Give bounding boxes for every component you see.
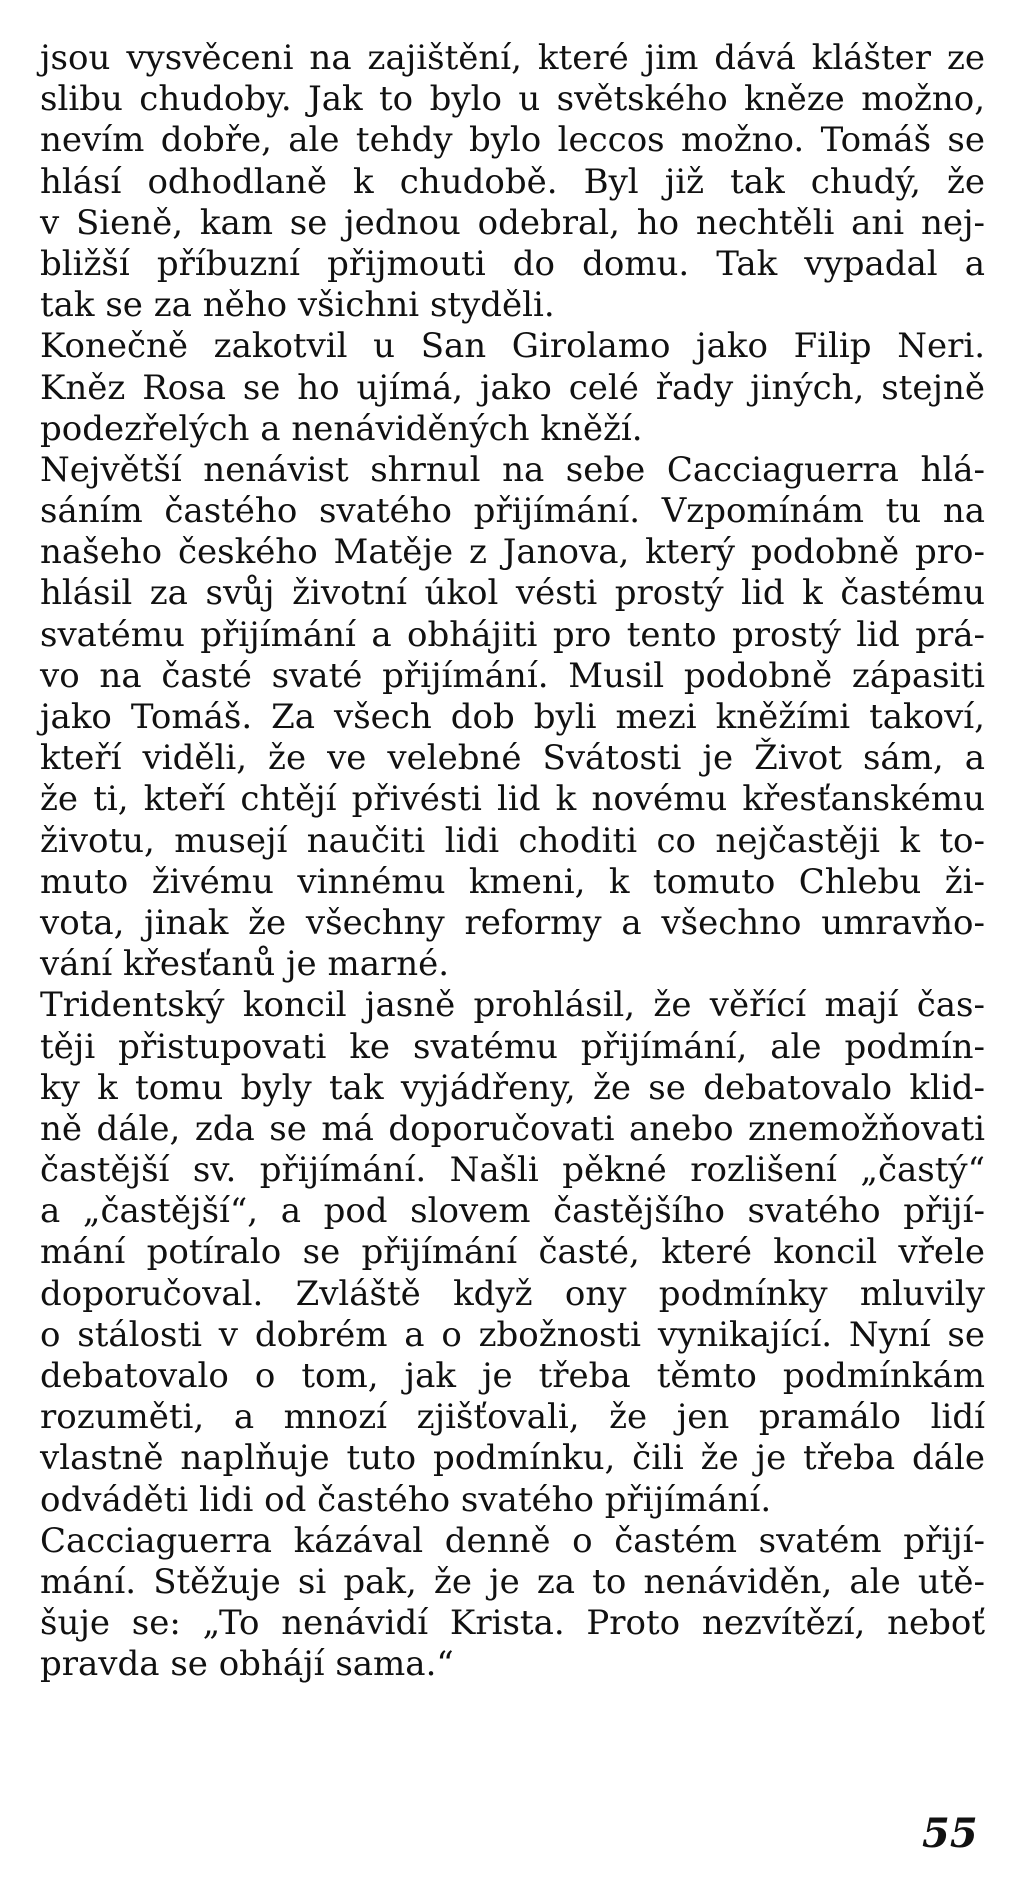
text-line: těji přistupovati ke svatému přijímání, ale podmín- [40, 1026, 985, 1067]
text-line: debatovalo o tom, jak je třeba těmto podmínkám [40, 1356, 985, 1396]
text-line: podezřelých a nenáviděných kněží. [40, 408, 643, 449]
text-line: vlastně naplňuje tuto podmínku, čili že je třeba dále [40, 1438, 985, 1479]
paragraph [40, 1521, 985, 1686]
text-line: doporučoval. Zvláště když ony podmínky mluvily [40, 1273, 985, 1314]
text-line: slibu chudoby. Jak to bylo u světského kněze možno, [40, 79, 985, 120]
text-line: Největší nenávist shrnul na sebe Cacciaguerra hlá- [40, 449, 985, 490]
text-line: životu, musejí naučiti lidi choditi co nejčastěji k to- [40, 820, 985, 861]
text-line: muto živému vinnému kmeni, k tomuto Chlebu ži- [40, 861, 985, 902]
text-line: sáním častého svatého přijímání. Vzpomínám tu na [40, 491, 985, 532]
text-line: šuje se: „To nenávidí Krista. Proto nezvítězí, neboť [40, 1603, 985, 1644]
text-line: jsou vysvěceni na zajištění, které jim dává klášter ze [40, 38, 985, 78]
text-line: Konečně zakotvil u San Girolamo jako Filip Neri. [40, 326, 985, 367]
text-line: nevím dobře, ale tehdy bylo leccos možno. Tomáš se [40, 120, 985, 161]
text-line: Cacciaguerra kázával denně o častém svatém přijí- [40, 1520, 985, 1561]
text-line: hlásil za svůj životní úkol vésti prostý lid k častému [40, 573, 985, 614]
text-line: našeho českého Matěje z Janova, který podobně pro- [40, 532, 985, 573]
text-line: o stálosti v dobrém a o zbožnosti vynikající. Nyní se [40, 1314, 985, 1355]
paragraph [40, 450, 985, 985]
body-text [40, 38, 985, 1686]
text-line: vání křesťanů je marné. [40, 944, 450, 985]
text-line: častější sv. přijímání. Našli pěkné rozlišení „častý“ [40, 1150, 985, 1191]
paragraph [40, 326, 985, 450]
paragraph [40, 985, 985, 1520]
text-line: Tridentský koncil jasně prohlásil, že věřící mají čas- [40, 985, 985, 1026]
text-line: ně dále, zda se má doporučovati anebo znemožňovati [40, 1108, 985, 1149]
text-line: vota, jinak že všechny reformy a všechno umravňo- [40, 902, 985, 943]
paragraph [40, 38, 985, 326]
text-line: ky k tomu byly tak vyjádřeny, že se debatovalo klid- [40, 1067, 985, 1108]
text-line: že ti, kteří chtějí přivésti lid k novému křesťanskému [40, 779, 985, 820]
page-number: 55 [922, 1810, 978, 1857]
text-line: vo na časté svaté přijímání. Musil podobně zápasiti [40, 655, 985, 696]
text-line: bližší příbuzní přijmouti do domu. Tak vypadal a [40, 243, 985, 284]
text-line: hlásí odhodlaně k chudobě. Byl již tak chudý, že [40, 161, 985, 202]
text-line: pravda se obhájí sama.“ [40, 1644, 454, 1685]
text-line: Kněz Rosa se ho ujímá, jako celé řady jiných, stejně [40, 367, 985, 408]
text-line: mání potíralo se přijímání časté, které koncil vřele [40, 1232, 985, 1273]
text-line: odváděti lidi od častého svatého přijímání. [40, 1479, 772, 1520]
text-line: svatému přijímání a obhájiti pro tento prostý lid prá- [40, 614, 985, 655]
text-line: mání. Stěžuje si pak, že je za to nenáviděn, ale utě- [40, 1561, 985, 1602]
text-line: v Sieně, kam se jednou odebral, ho nechtěli ani nej- [40, 202, 985, 243]
text-line: rozuměti, a mnozí zjišťovali, že jen pramálo lidí [40, 1397, 985, 1438]
text-line: kteří viděli, že ve velebné Svátosti je Život sám, a [40, 738, 985, 779]
text-line: jako Tomáš. Za všech dob byli mezi kněžími takoví, [40, 697, 985, 737]
text-line: tak se za něho všichni styděli. [40, 285, 555, 326]
text-line: a „častější“, a pod slovem častějšího svatého přijí- [40, 1191, 985, 1232]
